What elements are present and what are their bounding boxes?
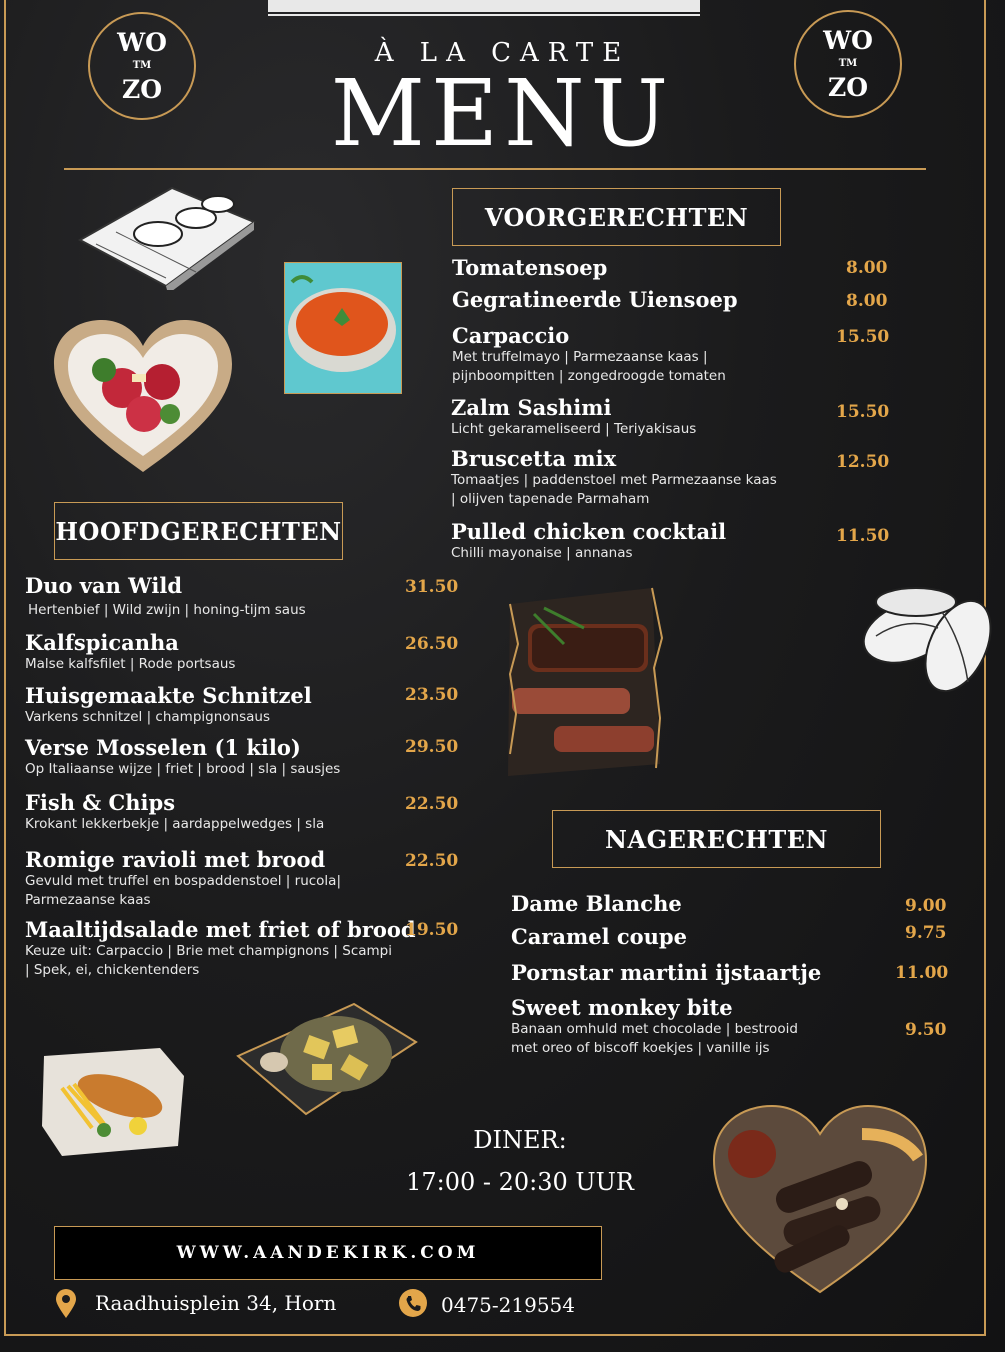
menu-item bbox=[511, 892, 682, 916]
menu-item-name: Maaltijdsalade met friet of brood bbox=[25, 917, 416, 942]
menu-item-price: 8.00 bbox=[846, 291, 888, 311]
menu-item-description: Licht gekarameliseerd | Teriyakisaus bbox=[451, 421, 697, 437]
top-banner-stripe bbox=[268, 0, 700, 12]
menu-title: MENU bbox=[330, 60, 675, 167]
menu-item-description: Varkens schnitzel | champignonsaus bbox=[25, 709, 270, 725]
menu-item-description: Banaan omhuld met chocolade | bestrooid met oreo of biscoff koekjes | vanille ijs bbox=[511, 1021, 798, 1056]
menu-item-name: Gegratineerde Uiensoep bbox=[452, 287, 738, 312]
menu-item-name: Caramel coupe bbox=[511, 924, 687, 949]
menu-item bbox=[25, 791, 395, 834]
menu-item-price: 29.50 bbox=[405, 737, 459, 757]
menu-item-price: 19.50 bbox=[405, 920, 459, 940]
menu-item-price: 26.50 bbox=[405, 634, 459, 654]
menu-item-price: 9.50 bbox=[905, 1020, 947, 1040]
menu-item bbox=[452, 288, 738, 312]
phone-number[interactable]: 0475-219554 bbox=[441, 1293, 576, 1317]
menu-item bbox=[25, 631, 395, 674]
menu-item-name: Sweet monkey bite bbox=[511, 995, 733, 1020]
menu-item-name: Kalfspicanha bbox=[25, 630, 179, 655]
menu-item-description: Krokant lekkerbekje | aardappelwedges | sla bbox=[25, 816, 325, 832]
menu-item bbox=[25, 574, 395, 620]
menu-item-price: 8.00 bbox=[846, 258, 888, 278]
menu-item-name: Bruscetta mix bbox=[451, 446, 617, 471]
menu-item-description: Met truffelmayo | Parmezaanse kaas | pijnboompitten | zongedroogde tomaten bbox=[452, 349, 726, 384]
menu-item bbox=[25, 917, 416, 980]
badge-day-end: ZO bbox=[121, 75, 163, 104]
fish-and-chips-photo bbox=[40, 1046, 186, 1158]
menu-item bbox=[25, 848, 355, 910]
menu-item bbox=[451, 396, 781, 439]
menu-item-name: Fish & Chips bbox=[25, 790, 176, 815]
menu-item bbox=[451, 520, 781, 563]
steak-photo bbox=[504, 584, 664, 780]
menu-item-price: 12.50 bbox=[836, 452, 890, 472]
menu-item-description: Hertenbief | Wild zwijn | honing-tijm saus bbox=[28, 602, 306, 618]
location-pin-icon bbox=[55, 1289, 77, 1319]
website-link[interactable]: WWW.AANDEKIRK.COM bbox=[54, 1226, 602, 1280]
badge-day-start: WO bbox=[117, 28, 167, 57]
carpaccio-heart-photo bbox=[52, 318, 234, 476]
menu-item-name: Zalm Sashimi bbox=[451, 395, 612, 420]
menu-item bbox=[511, 961, 821, 985]
sketch-platter-illustration bbox=[76, 182, 258, 290]
section-heading-desserts: NAGERECHTEN bbox=[552, 810, 881, 868]
menu-item bbox=[25, 736, 395, 779]
section-heading-mains: HOOFDGERECHTEN bbox=[54, 502, 343, 560]
header-divider bbox=[64, 168, 926, 170]
tomato-soup-photo bbox=[284, 262, 402, 394]
menu-item-price: 31.50 bbox=[405, 577, 459, 597]
mussels-sketch-illustration bbox=[862, 582, 996, 698]
address-text: Raadhuisplein 34, Horn bbox=[95, 1291, 337, 1315]
menu-item bbox=[451, 447, 781, 509]
badge-day-start: WO bbox=[823, 26, 873, 55]
menu-item-price: 9.00 bbox=[905, 896, 947, 916]
menu-item-price: 22.50 bbox=[405, 794, 459, 814]
menu-item-price: 15.50 bbox=[836, 402, 890, 422]
menu-item bbox=[25, 684, 395, 727]
dinner-hours: 17:00 - 20:30 UUR bbox=[406, 1168, 634, 1196]
menu-subtitle: À LA CARTE bbox=[374, 38, 631, 68]
menu-item-name: Romige ravioli met brood bbox=[25, 847, 326, 872]
menu-item-price: 23.50 bbox=[405, 685, 459, 705]
menu-item bbox=[511, 996, 811, 1058]
menu-item-name: Dame Blanche bbox=[511, 891, 682, 916]
menu-item-price: 22.50 bbox=[405, 851, 459, 871]
chocolate-banana-heart-photo bbox=[712, 1104, 928, 1296]
menu-item-price: 11.00 bbox=[895, 963, 949, 983]
section-heading-starters: VOORGERECHTEN bbox=[452, 188, 781, 246]
menu-item-name: Pulled chicken cocktail bbox=[451, 519, 727, 544]
menu-item-name: Carpaccio bbox=[452, 323, 570, 348]
menu-item bbox=[452, 256, 607, 280]
menu-item-price: 11.50 bbox=[836, 526, 890, 546]
menu-item bbox=[511, 925, 687, 949]
menu-item-description: Tomaatjes | paddenstoel met Parmezaanse kaas | olijven tapenade Parmaham bbox=[451, 472, 777, 507]
phone-icon bbox=[399, 1289, 427, 1317]
menu-item-price: 9.75 bbox=[905, 923, 947, 943]
menu-item-price: 15.50 bbox=[836, 327, 890, 347]
menu-item-description: Gevuld met truffel en bospaddenstoel | rucola| Parmezaanse kaas bbox=[25, 873, 342, 908]
ravioli-photo bbox=[236, 998, 418, 1116]
menu-item-description: Keuze uit: Carpaccio | Brie met champignons | Scampi | Spek, ei, chickentenders bbox=[25, 943, 393, 978]
menu-item-name: Huisgemaakte Schnitzel bbox=[25, 683, 312, 708]
menu-item-description: Op Italiaanse wijze | friet | brood | sla | sausjes bbox=[25, 761, 341, 777]
menu-item-name: Tomatensoep bbox=[452, 255, 608, 280]
badge-day-end: ZO bbox=[827, 73, 869, 102]
dinner-label: DINER: bbox=[473, 1126, 567, 1154]
menu-item bbox=[452, 324, 782, 386]
menu-item-name: Pornstar martini ijstaartje bbox=[511, 960, 822, 985]
menu-item-name: Verse Mosselen (1 kilo) bbox=[25, 735, 301, 760]
badge-mark: TM bbox=[132, 60, 152, 71]
menu-item-description: Malse kalfsfilet | Rode portsaus bbox=[25, 656, 236, 672]
menu-item-name: Duo van Wild bbox=[25, 573, 183, 598]
badge-mark: TM bbox=[838, 58, 858, 69]
menu-item-description: Chilli mayonaise | annanas bbox=[451, 545, 633, 561]
